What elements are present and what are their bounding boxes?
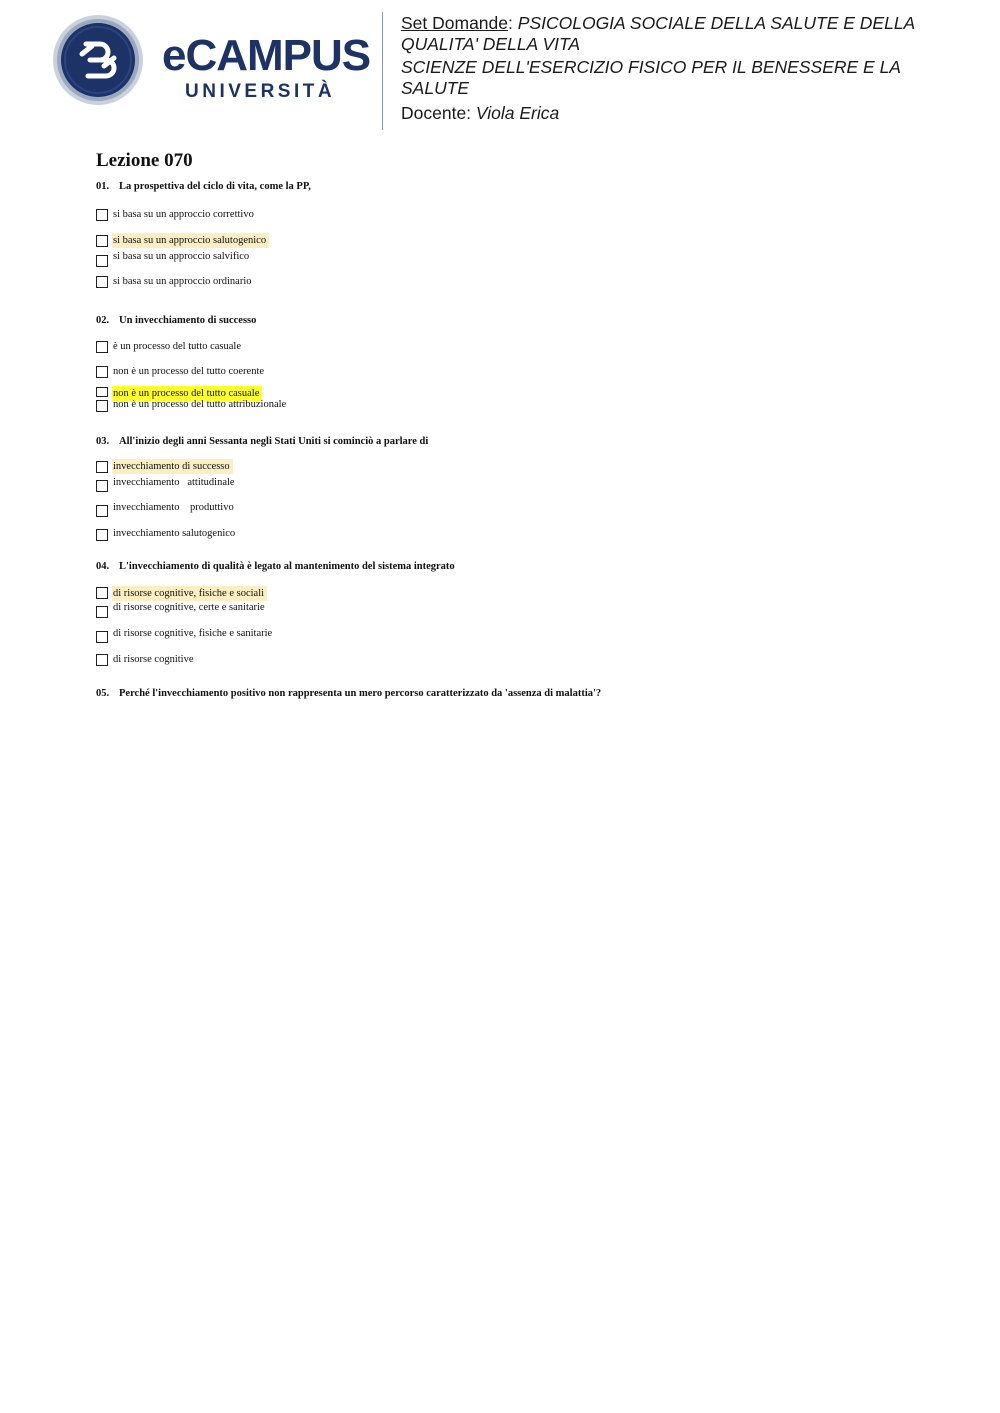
program-line2: SALUTE <box>401 78 470 98</box>
answer-text: invecchiamento salutogenico <box>113 528 236 539</box>
question-text: 03. All'inizio degli anni Sessanta negli Stati Uniti si cominciò a parlare di <box>96 436 429 447</box>
set-label: Set Domande <box>401 13 509 33</box>
question-block <box>96 687 956 701</box>
header-divider <box>382 12 383 130</box>
answer-text: si basa su un approccio salutogenico <box>112 233 269 248</box>
answer-option[interactable] <box>96 583 956 600</box>
answer-checkbox[interactable] <box>96 529 108 541</box>
answer-option[interactable] <box>96 362 956 383</box>
brand-name: eCAMPUS <box>162 31 371 80</box>
ecampus-emblem-icon <box>52 14 148 110</box>
answer-option[interactable] <box>96 231 956 249</box>
answer-option[interactable] <box>96 474 956 499</box>
answer-checkbox[interactable] <box>96 235 108 247</box>
answer-option[interactable] <box>96 600 956 625</box>
answer-checkbox[interactable] <box>96 209 108 221</box>
question-text: 01. La prospettiva del ciclo di vita, come la PP, <box>96 181 311 192</box>
answer-checkbox[interactable] <box>96 606 108 618</box>
answer-option[interactable] <box>96 650 956 670</box>
answer-text: non è un processo del tutto coerente <box>113 366 265 377</box>
answer-option[interactable] <box>96 457 956 474</box>
program-line1: SCIENZE DELL'ESERCIZIO FISICO PER IL BENESSERE E LA <box>401 57 901 77</box>
answer-checkbox[interactable] <box>96 461 108 473</box>
answer-checkbox[interactable] <box>96 255 108 267</box>
question-text: 05. Perché l'invecchiamento positivo non rappresenta un mero percorso caratterizzato da 'assenza di malattia'? <box>96 688 602 699</box>
question-block <box>96 180 956 294</box>
answer-option[interactable] <box>96 274 956 294</box>
answer-text: invecchiamento produttivo <box>113 502 234 513</box>
answer-text: non è un processo del tutto attribuzionale <box>113 399 287 410</box>
answer-text: invecchiamento di successo <box>112 459 233 474</box>
answer-checkbox[interactable] <box>96 387 108 397</box>
teacher-label: Docente: <box>401 103 472 123</box>
ecampus-logo <box>52 14 372 110</box>
question-block <box>96 560 956 670</box>
answer-text: si basa su un approccio correttivo <box>113 209 254 220</box>
document-header <box>401 13 961 124</box>
lesson-title: Lezione 070 <box>96 150 193 171</box>
answer-checkbox[interactable] <box>96 587 108 599</box>
answer-option[interactable] <box>96 625 956 650</box>
answer-text: è un processo del tutto casuale <box>113 341 241 352</box>
answer-checkbox[interactable] <box>96 276 108 288</box>
brand-subtitle: UNIVERSITÀ <box>185 81 336 102</box>
answer-option[interactable] <box>96 499 956 524</box>
answer-text: di risorse cognitive, fisiche e sociali <box>112 586 267 601</box>
question-text: 02. Un invecchiamento di successo <box>96 315 257 326</box>
answer-text: di risorse cognitive, certe e sanitarie <box>113 602 265 613</box>
answer-text: si basa su un approccio salvifico <box>113 251 250 262</box>
course-title-line2: QUALITA' DELLA VITA <box>401 34 581 54</box>
answer-option[interactable] <box>96 249 956 274</box>
answer-text: di risorse cognitive, fisiche e sanitarie <box>113 628 273 639</box>
answer-checkbox[interactable] <box>96 400 108 412</box>
answer-checkbox[interactable] <box>96 505 108 517</box>
questions-content <box>96 150 956 701</box>
answer-checkbox[interactable] <box>96 480 108 492</box>
answer-option[interactable] <box>96 337 956 362</box>
answer-text: si basa su un approccio ordinario <box>113 276 252 287</box>
answer-text: invecchiamento attitudinale <box>113 477 235 488</box>
teacher-name: Viola Erica <box>475 103 560 123</box>
question-block <box>96 435 956 544</box>
answer-checkbox[interactable] <box>96 654 108 666</box>
answer-option[interactable] <box>96 524 956 544</box>
answer-text: non è un processo del tutto casuale <box>112 386 262 401</box>
answer-checkbox[interactable] <box>96 366 108 378</box>
answer-option[interactable] <box>96 205 956 231</box>
answer-option[interactable] <box>96 399 956 419</box>
answer-checkbox[interactable] <box>96 631 108 643</box>
set-colon: : <box>508 13 513 33</box>
course-title-line1: PSICOLOGIA SOCIALE DELLA SALUTE E DELLA <box>517 13 916 33</box>
answer-text: di risorse cognitive <box>113 654 194 665</box>
teacher-row <box>401 103 961 124</box>
set-row <box>401 13 961 34</box>
question-text: 04. L'invecchiamento di qualità è legato al mantenimento del sistema integrato <box>96 561 455 572</box>
answer-checkbox[interactable] <box>96 341 108 353</box>
question-block <box>96 314 956 419</box>
